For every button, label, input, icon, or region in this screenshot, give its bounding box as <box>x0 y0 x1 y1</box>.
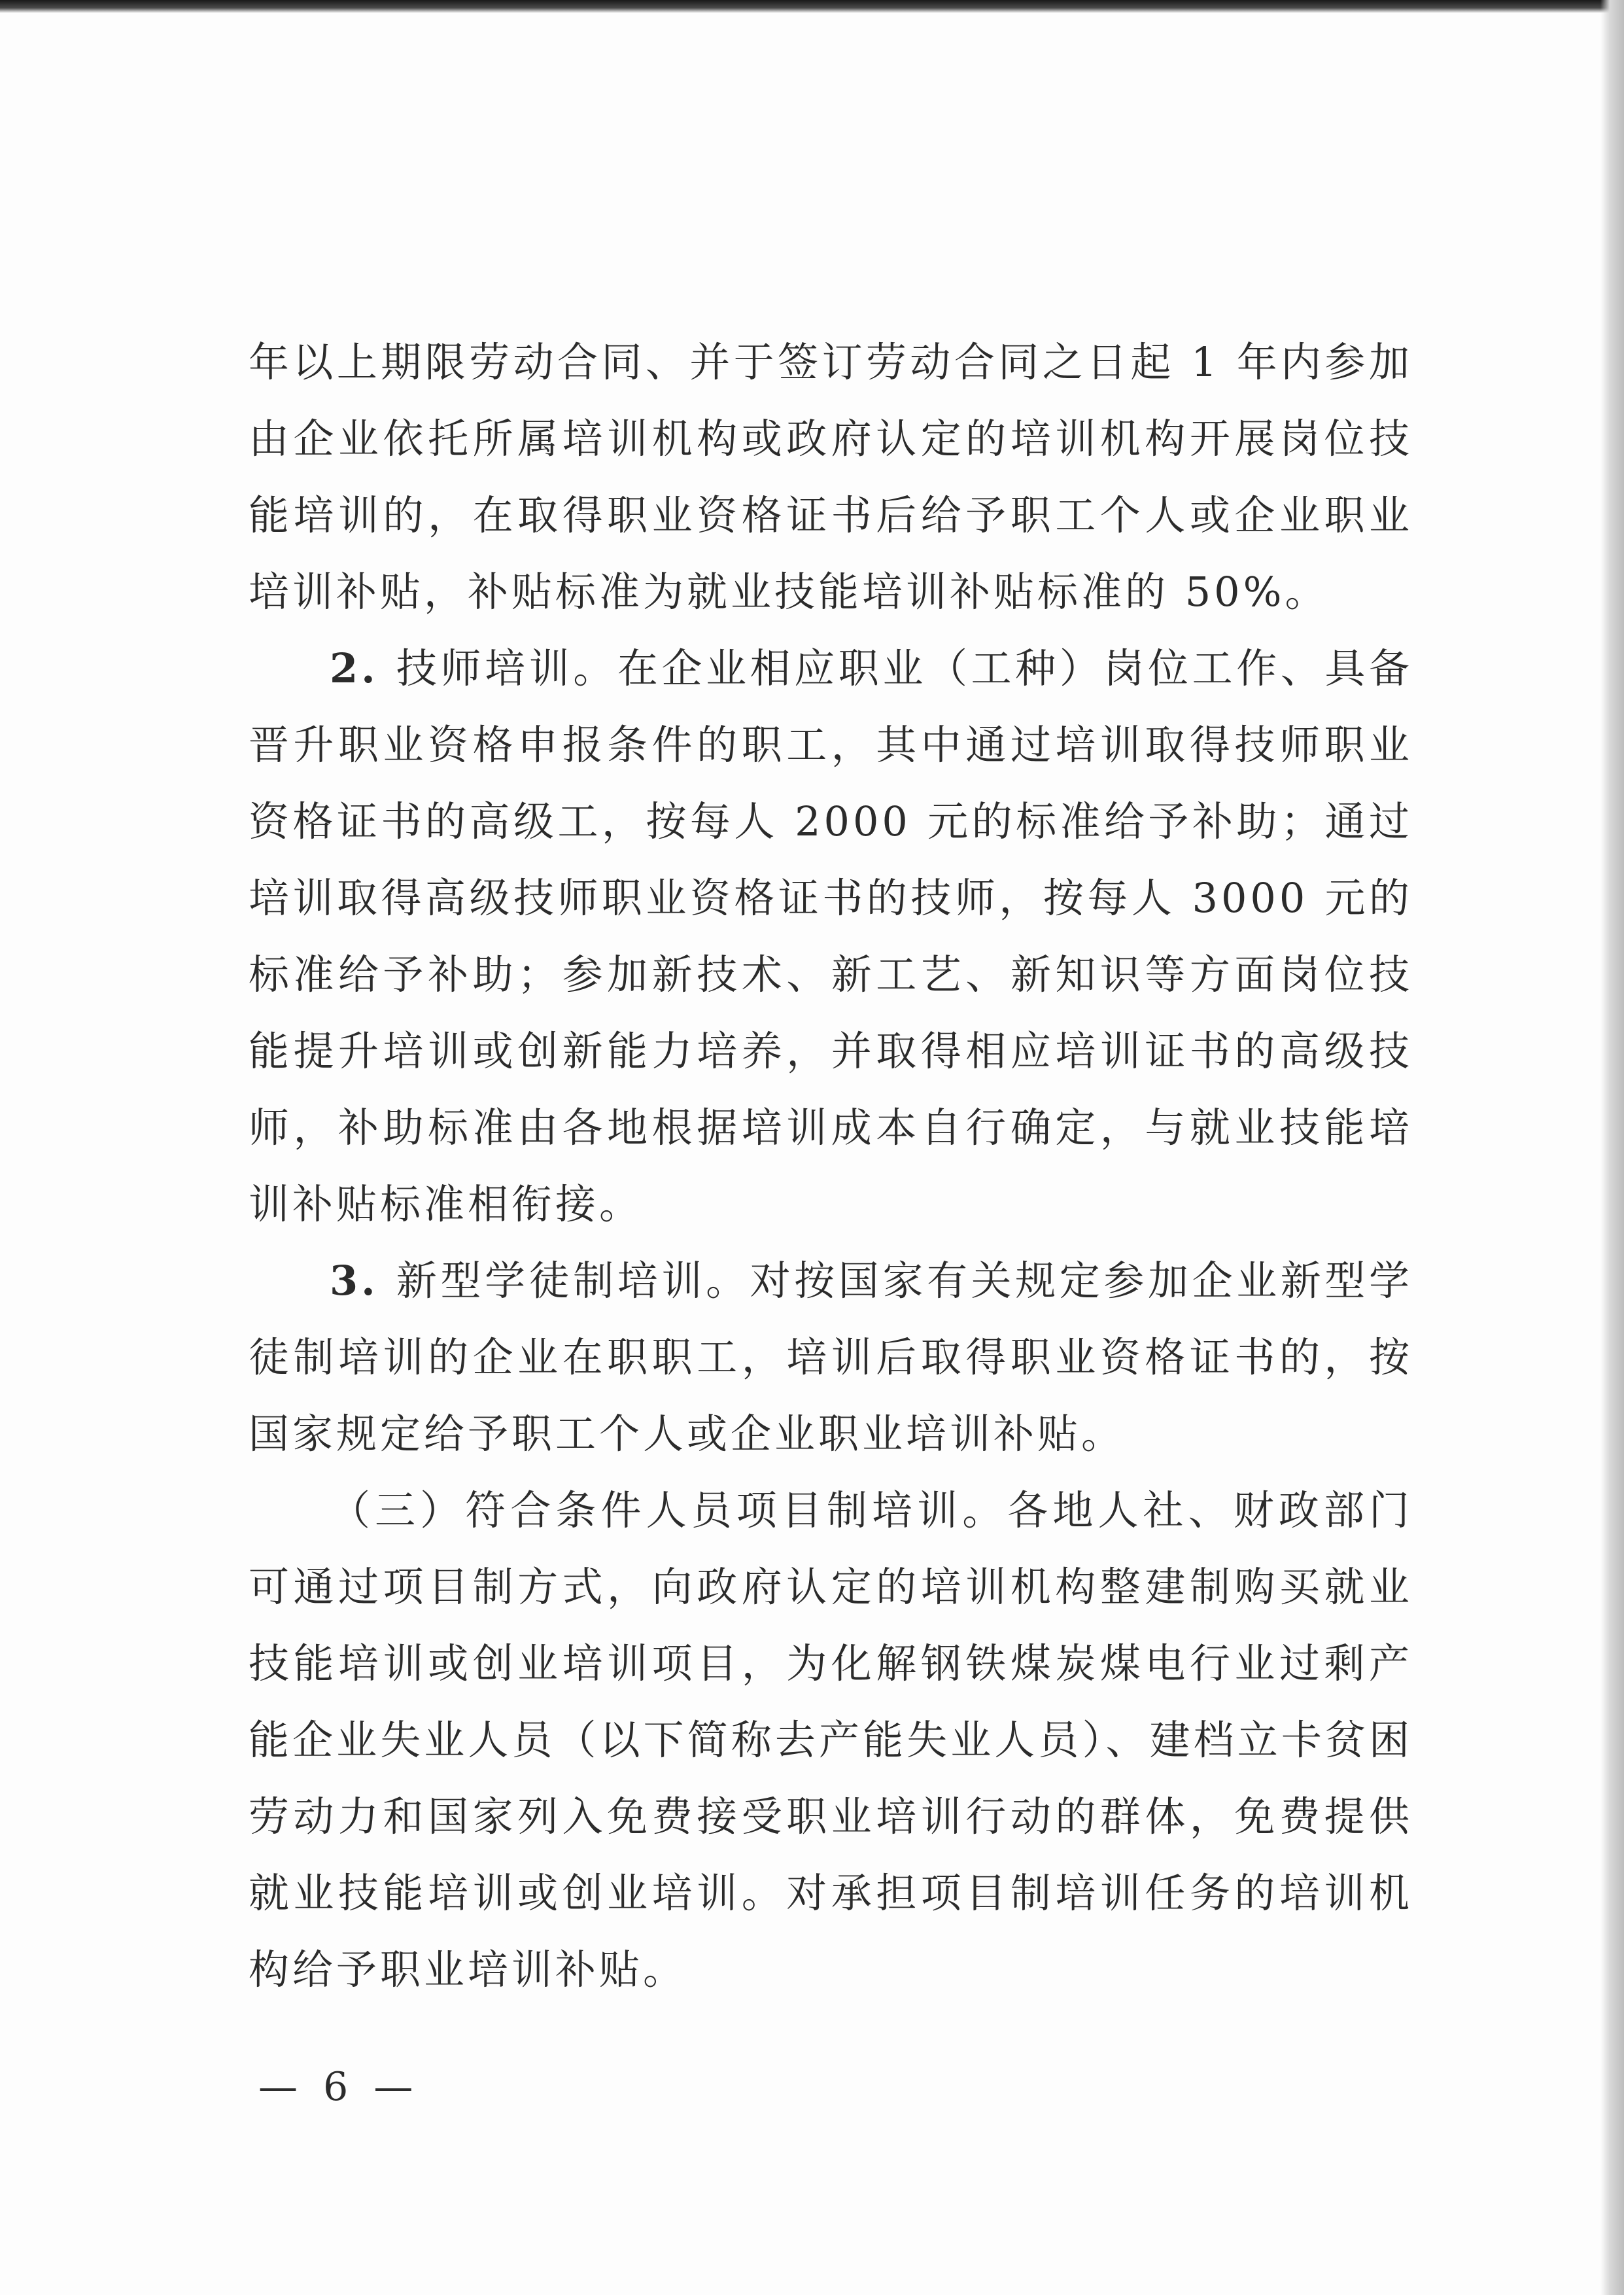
paragraph-apprenticeship-training <box>249 1242 1413 1472</box>
paragraph-technician-training <box>249 630 1413 1242</box>
paragraph-continuation <box>249 324 1413 630</box>
paragraph-text: 技师培训。在企业相应职业（工种）岗位工作、具备晋升职业资格申报条件的职工，其中通过培训取得技师职业资格证书的高级工，按每人 2000 元的标准给予补助；通过培训取得高级技师职业资格证书的技师，按每人 3000 元的标准给予补助；参加新技术、新工艺、新知识等方面岗位技能提升培训或创新能力培养，并取得相应培训证书的高级技师，补助标准由各地根据培训成本自行确定，与就业技能培训补贴标准相衔接。 <box>249 644 1413 1228</box>
item-number: 2. <box>330 644 396 692</box>
paragraph-project-training <box>249 1472 1413 2008</box>
paragraph-text: 年以上期限劳动合同、并于签订劳动合同之日起 1 年内参加由企业依托所属培训机构或政府认定的培训机构开展岗位技能培训的，在取得职业资格证书后给予职工个人或企业职业培训补贴，补贴标准为就业技能培训补贴标准的 50%。 <box>249 338 1413 616</box>
scan-edge-top <box>0 0 1624 13</box>
paragraph-text: 新型学徒制培训。对按国家有关规定参加企业新型学徒制培训的企业在职职工，培训后取得职业资格证书的，按国家规定给予职工个人或企业职业培训补贴。 <box>249 1257 1413 1458</box>
body-text <box>249 324 1413 2008</box>
paragraph-text: （三）符合条件人员项目制培训。各地人社、财政部门可通过项目制方式，向政府认定的培训机构整建制购买就业技能培训或创业培训项目，为化解钢铁煤炭煤电行业过剩产能企业失业人员（以下简称去产能失业人员）、建档立卡贫困劳动力和国家列入免费接受职业培训行动的群体，免费提供就业技能培训或创业培训。对承担项目制培训任务的培训机构给予职业培训补贴。 <box>249 1486 1413 1993</box>
item-number: 3. <box>330 1257 396 1305</box>
page-number: — 6 — <box>258 2064 420 2110</box>
scan-edge-right <box>1600 0 1624 2295</box>
